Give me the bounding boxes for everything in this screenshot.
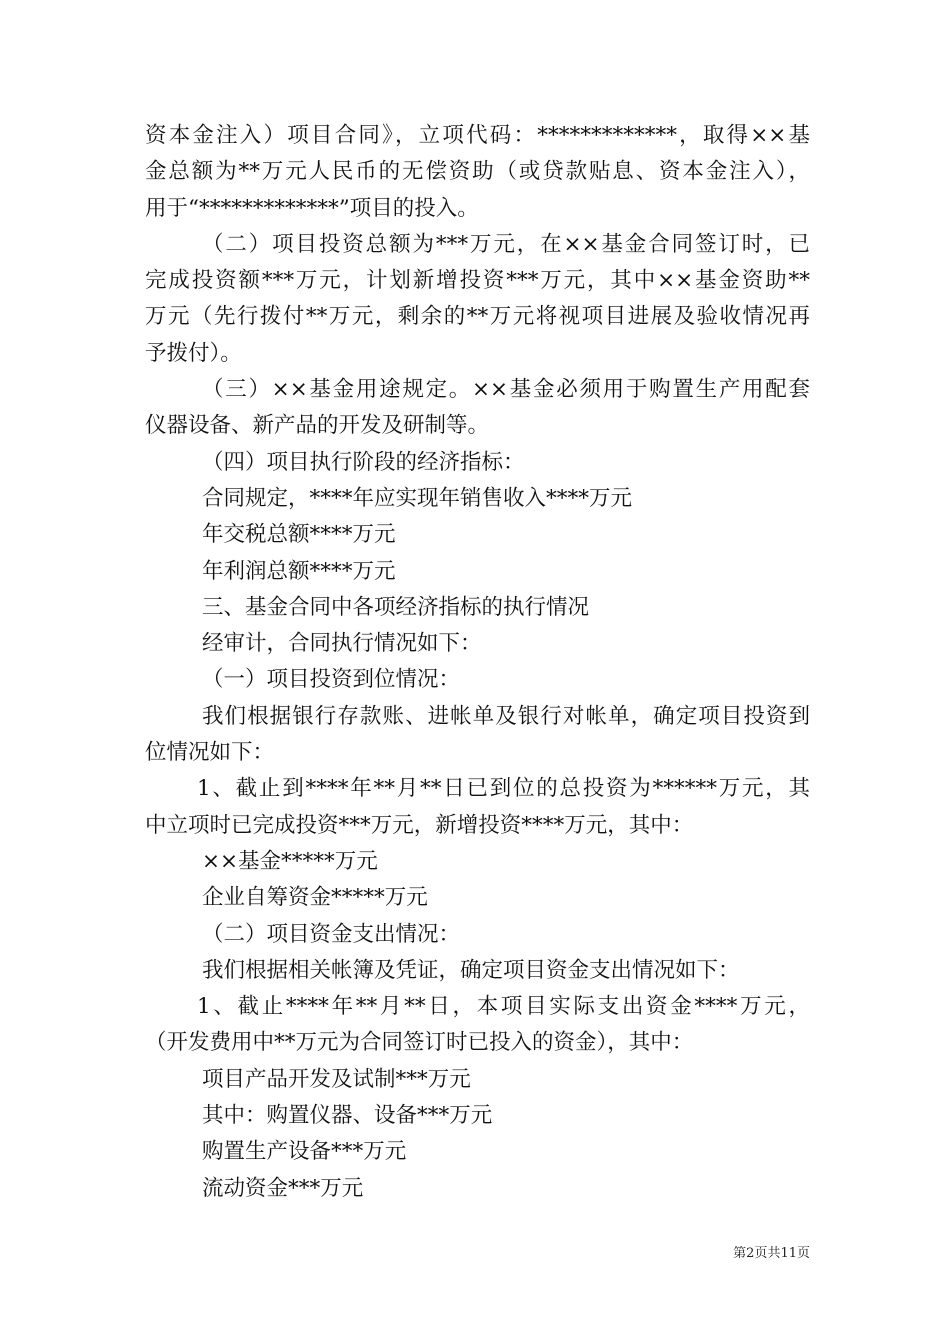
paragraph-line: 完成投资额***万元，计划新增投资***万元，其中××基金资助** <box>145 268 810 294</box>
paragraph-line: 金总额为**万元人民币的无偿资助（或贷款贴息、资本金注入）， <box>145 159 810 185</box>
paragraph-line: （二）项目投资总额为***万元，在××基金合同签订时，已 <box>202 231 810 257</box>
paragraph-line: （开发费用中**万元为合同签订时已投入的资金），其中： <box>145 1030 694 1056</box>
paragraph-line: 经审计，合同执行情况如下： <box>202 631 482 657</box>
paragraph-line: 企业自筹资金*****万元 <box>202 885 428 911</box>
section-heading: 三、基金合同中各项经济指标的执行情况 <box>202 594 590 620</box>
paragraph-line: 项目产品开发及试制***万元 <box>202 1066 471 1092</box>
paragraph-line: 用于“*************”项目的投入。 <box>145 195 479 221</box>
paragraph-line: 中立项时已完成投资***万元，新增投资****万元，其中： <box>145 812 694 838</box>
paragraph-line: 我们根据相关帐簿及凭证，确定项目资金支出情况如下： <box>202 957 740 983</box>
paragraph-line: （三）××基金用途规定。××基金必须用于购置生产用配套 <box>202 377 810 403</box>
paragraph-line: 予拨付）。 <box>145 340 242 366</box>
section-heading: （二）项目资金支出情况： <box>202 921 461 947</box>
paragraph-line: 合同规定，****年应实现年销售收入****万元 <box>202 485 633 511</box>
paragraph-line: 年利润总额****万元 <box>202 558 396 584</box>
paragraph-line: 流动资金***万元 <box>202 1175 364 1201</box>
document-body <box>145 118 810 1207</box>
paragraph-line: 万元（先行拨付**万元，剩余的**万元将视项目进展及验收情况再 <box>145 304 810 330</box>
paragraph-line: 年交税总额****万元 <box>202 522 396 548</box>
paragraph-line: ××基金*****万元 <box>202 848 378 874</box>
paragraph-line: 1、截止****年**月**日，本项目实际支出资金****万元， <box>197 994 810 1020</box>
paragraph-line: 我们根据银行存款账、进帐单及银行对帐单，确定项目投资到 <box>202 703 810 729</box>
section-heading: （一）项目投资到位情况： <box>202 667 461 693</box>
paragraph-line: 仪器设备、新产品的开发及研制等。 <box>145 413 490 439</box>
page-number: 第2页共11页 <box>733 1246 810 1261</box>
paragraph-line: 其中：购置仪器、设备***万元 <box>202 1103 493 1129</box>
paragraph-line: 1、截止到****年**月**日已到位的总投资为******万元，其 <box>197 776 810 802</box>
paragraph-line: 购置生产设备***万元 <box>202 1139 407 1165</box>
paragraph-line: 资本金注入）项目合同》，立项代码：*************，取得××基 <box>145 123 810 148</box>
paragraph-line: 位情况如下： <box>145 740 275 766</box>
section-heading: （四）项目执行阶段的经济指标： <box>202 449 525 475</box>
